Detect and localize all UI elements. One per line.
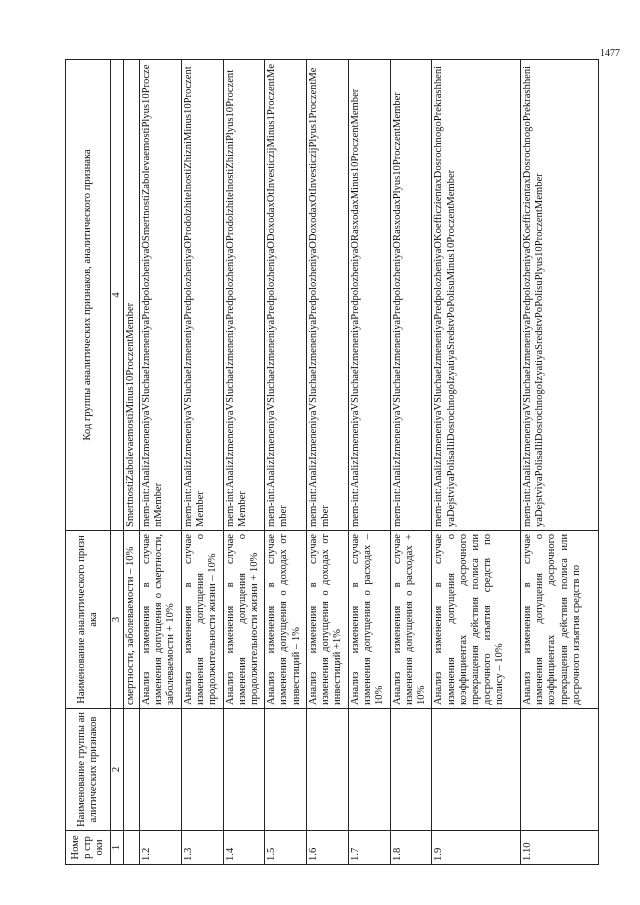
col-index: 3 (111, 531, 124, 709)
group-name (265, 709, 307, 831)
feature-code: mem-int:AnalizIzmeneniyaVSluchaeIzmeneniyaPredpolozheniyaOKoefficzientaxDosrochnogoPrekrashheniyaDejstviyaPolisaIliDosrochnogoIzyatiyaSredstvPoPolisuPlyus10ProczentMember (520, 60, 598, 531)
group-name (432, 709, 521, 831)
col-index: 1 (111, 831, 124, 865)
row-number: 1.3 (181, 831, 223, 865)
row-number: 1.10 (520, 831, 598, 865)
feature-name: Анализ изменения в случае изменения допущения о расходах – 10% (348, 531, 390, 709)
table-row (390, 60, 432, 865)
column-index-row (111, 60, 124, 865)
group-name (307, 709, 349, 831)
row-number (123, 831, 139, 865)
feature-code: mem-int:AnalizIzmeneniyaVSluchaeIzmeneniyaPredpolozheniyaOProdolzhitelnostiZhizniMinus10ProczentMember (181, 60, 223, 531)
feature-name: Анализ изменения в случае изменения допущения о продолжительности жизни – 10% (181, 531, 223, 709)
table-row (307, 60, 349, 865)
table-row (432, 60, 521, 865)
table-row (348, 60, 390, 865)
header-code: Код группы аналитических признаков, аналитического признака (66, 60, 111, 531)
rotated-table-container (65, 60, 599, 865)
feature-name: Анализ изменения в случае изменения допущения о смертности, заболеваемости + 10% (139, 531, 181, 709)
header-row (66, 60, 111, 865)
col-index: 4 (111, 60, 124, 531)
feature-code: mem-int:AnalizIzmeneniyaVSluchaeIzmeneniyaPredpolozheniyaOProdolzhitelnostiZhizniPlyus10ProczentMember (223, 60, 265, 531)
header-group-name: Наименование группы аналитических признаков (66, 709, 111, 831)
feature-name: Анализ изменения в случае изменения допущения о расходах + 10% (390, 531, 432, 709)
row-number: 1.9 (432, 831, 521, 865)
header-row-number: Номер строки (66, 831, 111, 865)
feature-name: Анализ изменения в случае изменения допущения о коэффициентах досрочного прекращения действия полиса или досрочного изъятия средств по (520, 531, 598, 709)
feature-name: Анализ изменения в случае изменения допущения о доходах от инвестиций – 1% (265, 531, 307, 709)
feature-code: mem-int:AnalizIzmeneniyaVSluchaeIzmeneniyaPredpolozheniyaORasxodaxPlyus10ProczentMember (390, 60, 432, 531)
col-index: 2 (111, 709, 124, 831)
group-name (390, 709, 432, 831)
feature-code: mem-int:AnalizIzmeneniyaVSluchaeIzmeneniyaPredpolozheniyaOKoefficzientaxDosrochnogoPrekrashheniyaDejstviyaPolisaIliDosrochnogoIzyatiyaSredstvPoPolisuMinus10ProczentMember (432, 60, 521, 531)
feature-name: смертности, заболеваемости – 10% (123, 531, 139, 709)
group-name (223, 709, 265, 831)
row-number: 1.2 (139, 831, 181, 865)
group-name (348, 709, 390, 831)
page-number: 1477 (600, 48, 620, 59)
row-number: 1.8 (390, 831, 432, 865)
feature-code: mem-int:AnalizIzmeneniyaVSluchaeIzmeneniyaPredpolozheniyaORasxodaxMinus10ProczentMember (348, 60, 390, 531)
table-row (181, 60, 223, 865)
table-row (139, 60, 181, 865)
feature-code: mem-int:AnalizIzmeneniyaVSluchaeIzmeneniyaPredpolozheniyaOSmertnostiZabolevaemostiPlyus10ProczentMember (139, 60, 181, 531)
table-row (123, 60, 139, 865)
feature-name: Анализ изменения в случае изменения допущения о продолжительности жизни + 10% (223, 531, 265, 709)
feature-code: SmertnostiZabolevaemostiMinus10ProczentMember (123, 60, 139, 531)
group-name (520, 709, 598, 831)
row-number: 1.7 (348, 831, 390, 865)
row-number: 1.4 (223, 831, 265, 865)
feature-name: Анализ изменения в случае изменения допущения о доходах от инвестиций +1% (307, 531, 349, 709)
table-row (520, 60, 598, 865)
header-feature-name: Наименование аналитического признака (66, 531, 111, 709)
row-number: 1.6 (307, 831, 349, 865)
group-name (181, 709, 223, 831)
group-name (123, 709, 139, 831)
table-row (265, 60, 307, 865)
row-number: 1.5 (265, 831, 307, 865)
feature-code: mem-int:AnalizIzmeneniyaVSluchaeIzmeneniyaPredpolozheniyaODoxodaxOtInvesticzijMinus1ProczentMember (265, 60, 307, 531)
feature-code: mem-int:AnalizIzmeneniyaVSluchaeIzmeneniyaPredpolozheniyaODoxodaxOtInvesticzijPlyus1ProczentMember (307, 60, 349, 531)
group-name (139, 709, 181, 831)
analytics-table (65, 59, 599, 865)
feature-name: Анализ изменения в случае изменения допущения о коэффициентах досрочного прекращения действия полиса или досрочного изъятия средств по полису – 10% (432, 531, 521, 709)
table-row (223, 60, 265, 865)
